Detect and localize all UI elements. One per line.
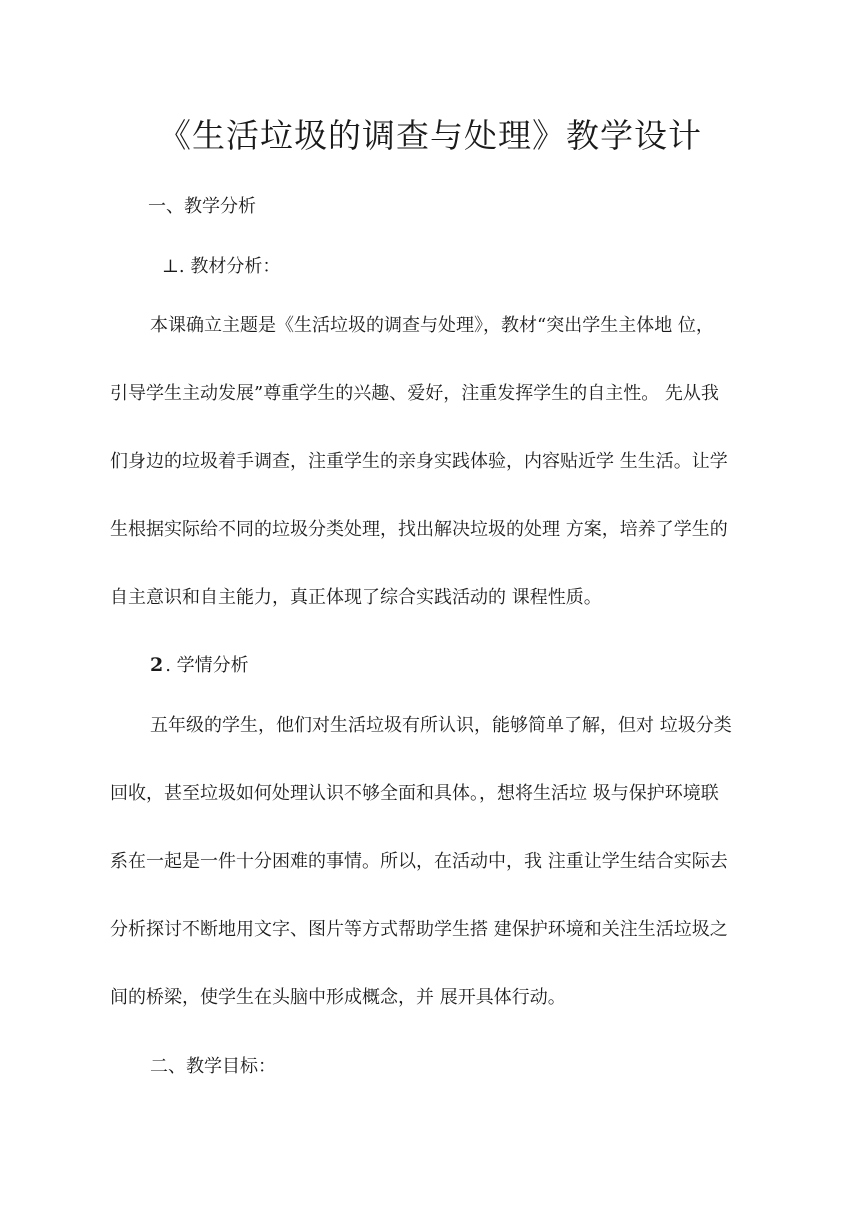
paragraph-line: 系在一起是一件十分困难的事情。所以，在活动中，我 注重让学生结合实际去 (110, 851, 728, 872)
section-heading-goals: 二、教学目标： (150, 1056, 276, 1077)
paragraph-line: 引导学生主动发展”尊重学生的兴趣、爱好，注重发挥学生的自主性。 先从我 (110, 383, 719, 404)
document-title: 《生活垃圾的调查与处理》教学设计 (158, 116, 702, 155)
paragraph-line: 分析探讨不断地用文字、图片等方式帮助学生搭 建保护环境和关注生活垃圾之 (110, 919, 728, 940)
paragraph-line: 五年级的学生，他们对生活垃圾有所认识，能够简单了解，但对 垃圾分类 (150, 715, 732, 736)
paragraph-student-analysis (110, 692, 756, 1032)
section-heading-analysis: 一、教学分析 (148, 196, 256, 217)
subsection-heading-label: . 学情分析 (165, 655, 249, 676)
paragraph-line: 生根据实际给不同的垃圾分类处理，找出解决垃圾的处理 方案，培养了学生的 (110, 519, 728, 540)
paragraph-line: 回收，甚至垃圾如何处理认识不够全面和具体。，想将生活垃 圾与保护环境联 (110, 783, 719, 804)
paragraph-line: 本课确立主题是《生活垃圾的调查与处理》，教材“突出学生主体地 位， (150, 315, 714, 336)
subsection-heading-students (150, 651, 249, 680)
paragraph-textbook-analysis (110, 292, 756, 632)
paragraph-line: 自主意识和自主能力，真正体现了综合实践活动的 课程性质。 (110, 587, 602, 608)
subsection-number: 2 (150, 654, 164, 676)
subsection-heading-textbook: ⊥. 教材分析： (162, 256, 281, 277)
paragraph-line: 间的桥梁，使学生在头脑中形成概念，并 展开具体行动。 (110, 987, 566, 1008)
paragraph-line: 们身边的垃圾着手调查，注重学生的亲身实践体验，内容贴近学 生生活。让学 (110, 451, 728, 472)
